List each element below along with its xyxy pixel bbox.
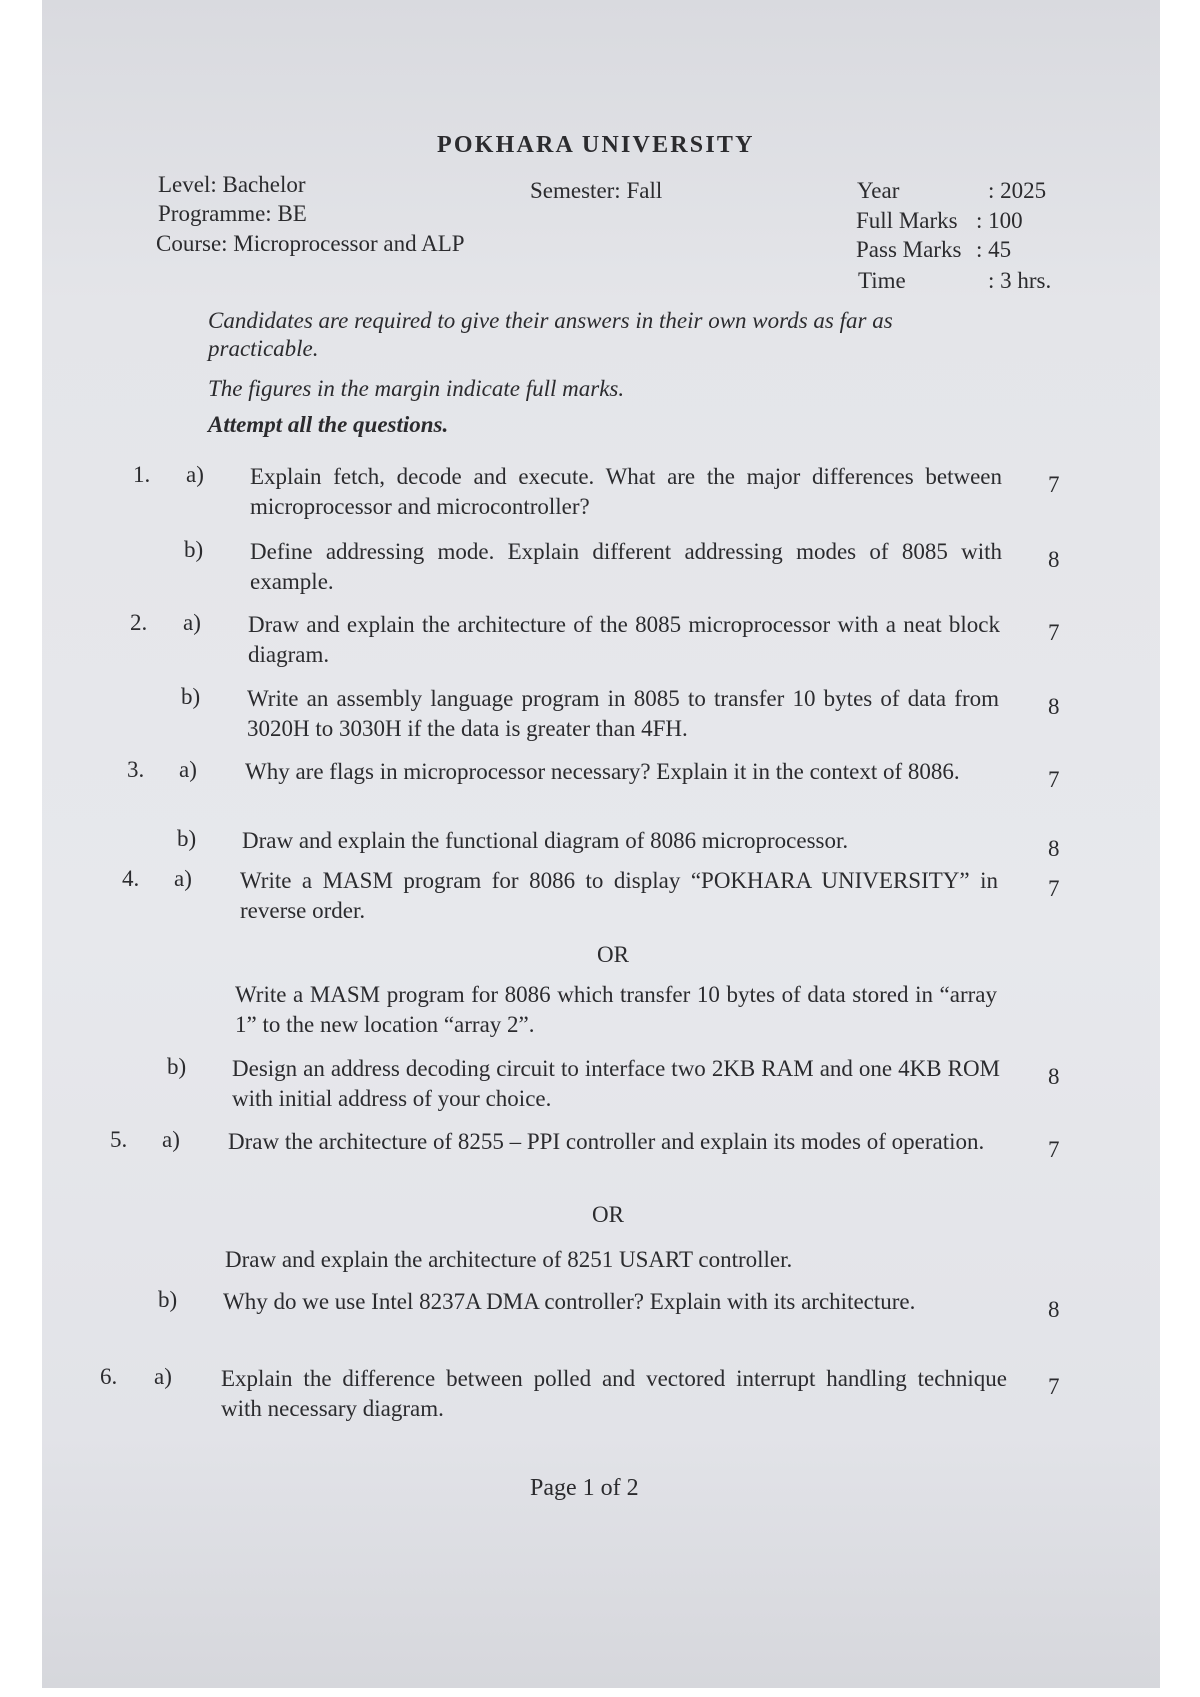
part-label: a)	[162, 1127, 180, 1152]
question-text: Write a MASM program for 8086 to display “POKHARA UNIVERSITY” in reverse order.	[240, 868, 998, 923]
part-label: a)	[154, 1364, 172, 1389]
part-label: a)	[186, 462, 204, 487]
question-number: 6.	[100, 1364, 118, 1389]
year-value: : 2025	[988, 178, 1047, 203]
question-number: 5.	[110, 1127, 128, 1152]
marks: 7	[1048, 620, 1060, 645]
question-number: 1.	[133, 462, 151, 487]
question-alt-text: Write a MASM program for 8086 which transfer 10 bytes of data stored in “array 1” to the new location “array 2”.	[235, 982, 997, 1037]
course-text: Course: Microprocessor and ALP	[156, 231, 465, 256]
marks: 7	[1048, 767, 1060, 792]
marks: 8	[1048, 547, 1060, 572]
programme-text: Programme: BE	[158, 201, 307, 226]
full-marks-value: : 100	[976, 208, 1023, 233]
question-alt-text: Draw and explain the architecture of 8251 USART controller.	[225, 1247, 793, 1272]
pass-marks-value: : 45	[976, 237, 1012, 262]
instruction-margin-marks: The figures in the margin indicate full marks.	[208, 376, 625, 401]
part-label: b)	[181, 684, 201, 709]
part-label: a)	[174, 866, 192, 891]
question-text: Draw and explain the functional diagram of 8086 microprocessor.	[242, 828, 849, 853]
marks: 7	[1048, 876, 1060, 901]
level-text: Level: Bachelor	[158, 172, 306, 197]
marks: 7	[1048, 1137, 1060, 1162]
or-separator: OR	[592, 1202, 624, 1227]
marks: 7	[1048, 472, 1060, 497]
question-text: Explain the difference between polled and vectored interrupt handling technique with necessary diagram.	[221, 1366, 1007, 1421]
time-label: Time	[858, 268, 906, 293]
time-value: : 3 hrs.	[988, 268, 1052, 293]
question-text: Draw and explain the architecture of the 8085 microprocessor with a neat block diagram.	[248, 612, 1000, 667]
semester-text: Semester: Fall	[530, 178, 663, 203]
question-text: Draw the architecture of 8255 – PPI controller and explain its modes of operation.	[228, 1129, 985, 1154]
page-number: Page 1 of 2	[530, 1475, 639, 1501]
instruction-own-words: Candidates are required to give their answers in their own words as far as practicable.	[208, 308, 893, 361]
marks: 7	[1048, 1374, 1060, 1399]
or-separator: OR	[597, 942, 629, 967]
university-title: POKHARA UNIVERSITY	[437, 132, 755, 158]
pass-marks-label: Pass Marks	[856, 237, 962, 262]
question-text: Why are flags in microprocessor necessary? Explain it in the context of 8086.	[245, 759, 960, 784]
question-number: 3.	[127, 757, 145, 782]
instruction-attempt-all: Attempt all the questions.	[208, 412, 449, 437]
question-text: Explain fetch, decode and execute. What are the major differences between microprocessor and microcontroller?	[250, 464, 1002, 519]
year-label: Year	[857, 178, 900, 203]
part-label: b)	[167, 1054, 187, 1079]
question-text: Why do we use Intel 8237A DMA controller? Explain with its architecture.	[223, 1289, 916, 1314]
marks: 8	[1048, 694, 1060, 719]
marks: 8	[1048, 1297, 1060, 1322]
part-label: b)	[177, 826, 197, 851]
question-number: 4.	[122, 866, 140, 891]
full-marks-label: Full Marks	[856, 208, 958, 233]
marks: 8	[1048, 836, 1060, 861]
marks: 8	[1048, 1064, 1060, 1089]
part-label: a)	[179, 757, 197, 782]
question-number: 2.	[130, 610, 148, 635]
question-text: Design an address decoding circuit to interface two 2KB RAM and one 4KB ROM with initial address of your choice.	[232, 1056, 1000, 1111]
question-text: Define addressing mode. Explain different addressing modes of 8085 with example.	[250, 539, 1002, 594]
question-text: Write an assembly language program in 8085 to transfer 10 bytes of data from 3020H to 3030H if the data is greater than 4FH.	[247, 686, 999, 741]
part-label: a)	[183, 610, 201, 635]
part-label: b)	[184, 537, 204, 562]
part-label: b)	[158, 1287, 178, 1312]
